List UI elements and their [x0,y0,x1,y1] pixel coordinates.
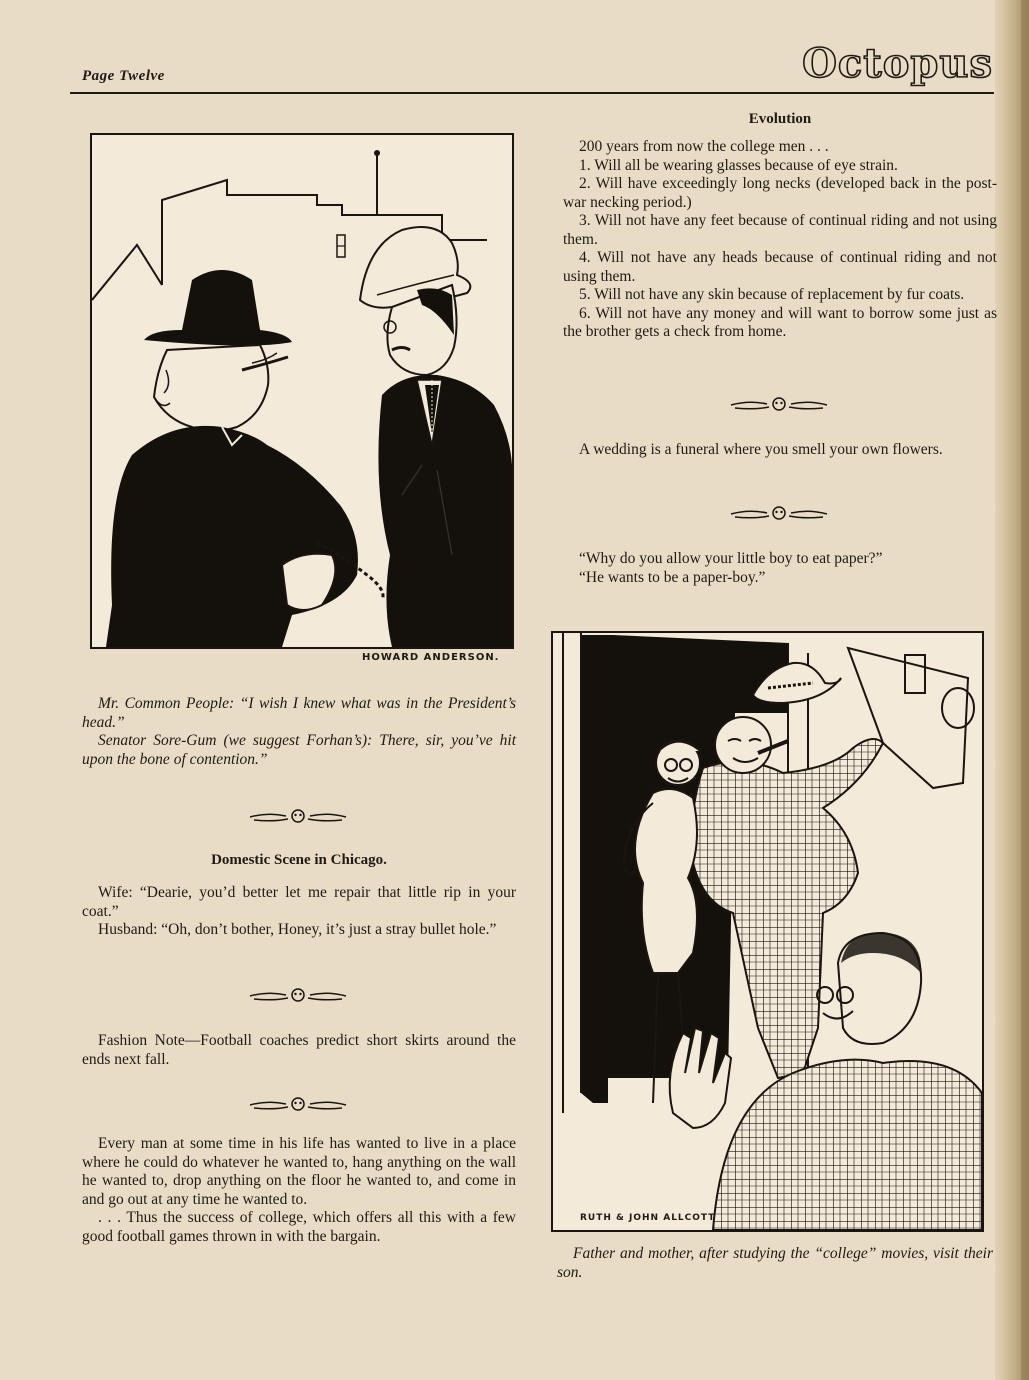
section-divider-ornament [248,808,348,824]
domestic-wife-line: Wife: “Dearie, you’d better let me repair that little rip in your coat.” [82,884,516,920]
page-edge-dark [1021,0,1029,1380]
page-folio: Page Twelve [82,68,165,84]
cartoon-right-signature: RUTH & JOHN ALLCOTT [580,1213,716,1223]
section-divider-ornament [248,1096,348,1112]
cartoon-right-caption [557,1245,993,1282]
header-rule [70,92,994,94]
cartoon-right-caption-text: Father and mother, after studying the “college” movies, visit their son. [557,1245,993,1281]
evolution-item-3: 3. Will not have any feet because of continual riding and not using them. [563,212,997,248]
section-divider-ornament [729,396,829,412]
cartoon-two-men [90,133,514,649]
every-man-paragraph: Every man at some time in his life has wanted to live in a place where he could do whatever he wanted to, hang anything on the wall he wanted to, drop anything on the floor he wanted to, and come in and go out at any time he wanted to. [82,1135,516,1208]
evolution-item-4: 4. Will not have any heads because of continual riding and not using them. [563,249,997,285]
domestic-scene-title: Domestic Scene in Chicago. [211,852,387,868]
paper-boy-answer: “He wants to be a paper-boy.” [579,568,766,586]
wedding-joke-text: A wedding is a funeral where you smell your own flowers. [579,441,943,458]
cartoon-left-signature: HOWARD ANDERSON. [362,652,500,663]
fashion-note-text: Fashion Note—Football coaches predict short skirts around the ends next fall. [82,1032,516,1068]
cartoon-college-visit [551,631,984,1232]
college-success-paragraph: . . . Thus the success of college, which offers all this with a few good football games thrown in with the bargain. [82,1209,516,1245]
caption-line-common-people: Mr. Common People: “I wish I knew what was in the President’s head.” [82,695,516,731]
evolution-intro: 200 years from now the college men . . . [579,138,829,155]
paper-boy-question: “Why do you allow your little boy to eat paper?” [579,550,883,567]
fashion-note-section [82,1032,516,1069]
wedding-joke-section [563,441,997,460]
evolution-item-6: 6. Will not have any money and will want to borrow some just as the brother gets a check from home. [563,304,997,340]
cartoon-college-visit-drawing [553,633,982,1230]
cartoon-two-men-drawing [92,135,512,647]
evolution-item-5: 5. Will not have any skin because of replacement by fur coats. [579,286,965,303]
cartoon-left-caption [82,695,516,769]
domestic-scene-section [82,852,516,940]
evolution-title: Evolution [748,111,812,127]
every-man-section [82,1135,516,1246]
section-divider-ornament [248,987,348,1003]
masthead-title: Octopus [802,40,993,87]
domestic-husband-line: Husband: “Oh, don’t bother, Honey, it’s just a stray bullet hole.” [98,921,497,938]
section-divider-ornament [729,505,829,521]
caption-line-senator: Senator Sore-Gum (we suggest Forhan’s): There, sir, you’ve hit upon the bone of contention.” [82,732,516,768]
evolution-item-1: 1. Will all be wearing glasses because of eye strain. [579,156,898,174]
evolution-section [563,111,997,342]
evolution-item-2: 2. Will have exceedingly long necks (developed back in the post-war necking period.) [563,175,997,211]
paper-boy-joke-section [563,550,997,587]
